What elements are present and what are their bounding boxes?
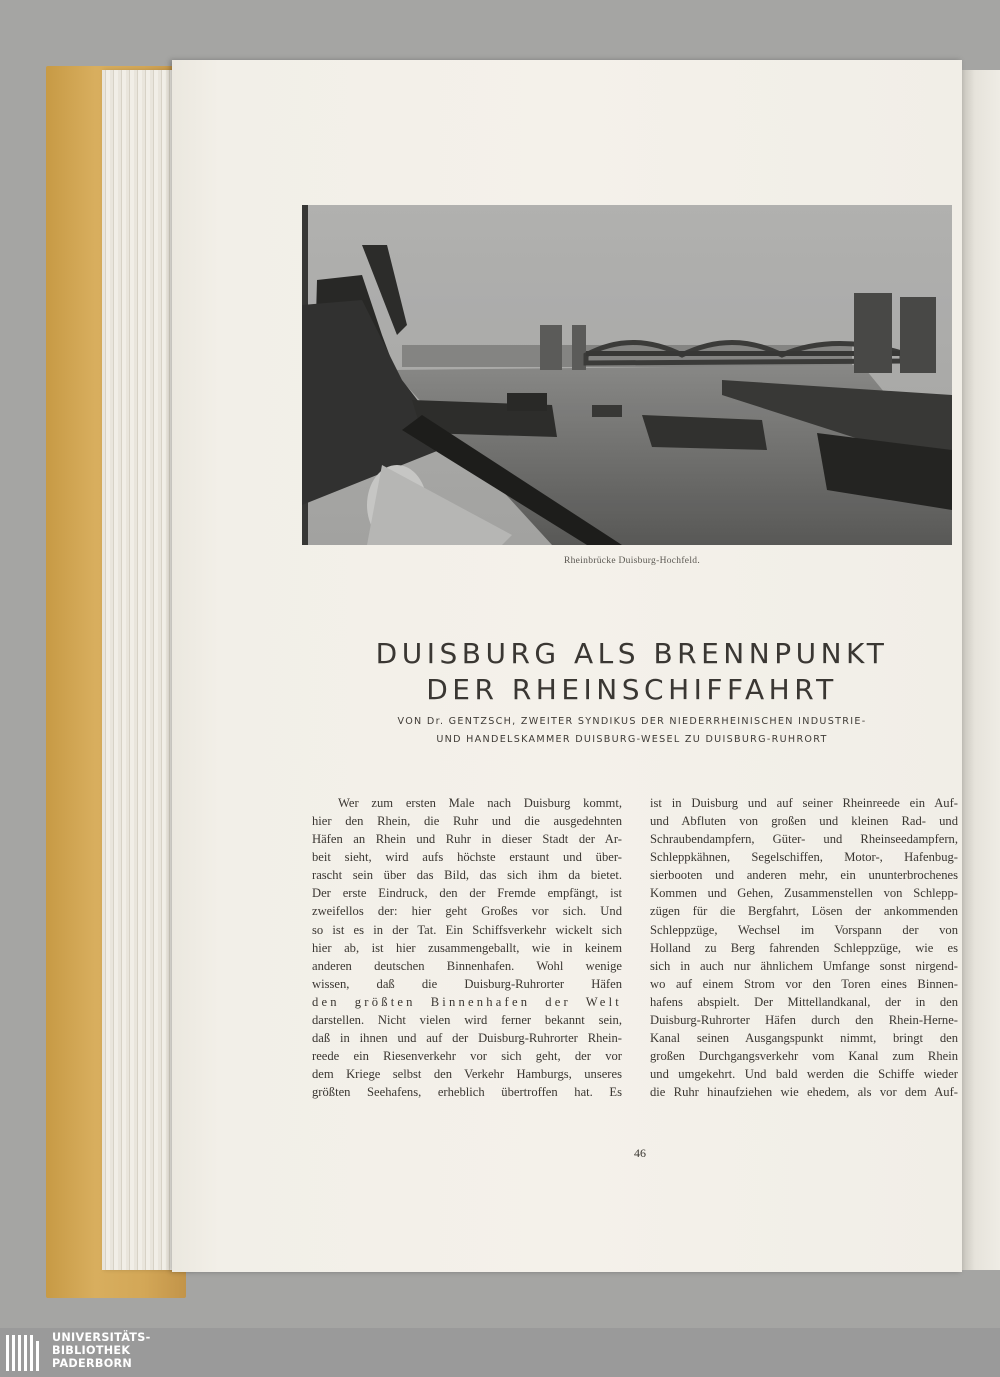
text-line: Häfen an Rhein und Ruhr in dieser Stadt der Ar- (312, 832, 622, 847)
text-line: hier den Rhein, die Ruhr und die ausgedehnten (312, 814, 622, 829)
facing-page-edge (958, 70, 1000, 1270)
byline-line-2: UND HANDELSKAMMER DUISBURG-WESEL ZU DUISBURG-RUHRORT (436, 734, 828, 745)
library-logo-icon (6, 1333, 46, 1373)
library-logo-text (52, 1331, 151, 1370)
byline-line-1: VON Dr. GENTZSCH, ZWEITER SYNDIKUS DER NIEDERRHEINISCHEN INDUSTRIE- (397, 716, 867, 727)
article-title (302, 636, 962, 708)
text-line: Der erste Eindruck, den der Fremde empfängt, ist (312, 886, 622, 901)
title-line-2: DER RHEINSCHIFFAHRT (426, 673, 838, 706)
text-line: Holland zu Berg fahrenden Schleppzüge, wie es (650, 940, 958, 955)
title-line-1: DUISBURG ALS BRENNPUNKT (375, 637, 889, 670)
text-line: daß in ihnen und auf der Duisburg-Ruhrorter Rhein- (312, 1031, 622, 1046)
text-line: Wer zum ersten Male nach Duisburg kommt, (338, 796, 622, 810)
text-line: zügen für die Bergfahrt, Lösen der ankommenden (650, 904, 958, 919)
text-line: sich in auch nur ähnlichem Umfange sonst nirgend- (650, 958, 958, 973)
harbor-photograph (302, 205, 952, 545)
logo-line-2: BIBLIOTHEK (52, 1344, 131, 1357)
text-line: sierbooten und anderen mehr, ein ununterbrochenes (650, 868, 958, 883)
text-line: wissen, daß die Duisburg-Ruhrorter Häfen (312, 976, 622, 991)
text-line: hier ab, ist hier zusammengeballt, wie in keinem (312, 940, 622, 955)
text-line: Kommen und Gehen, Zusammenstellen von Schlepp- (650, 886, 958, 901)
page-number: 46 (634, 1146, 646, 1160)
text-line: so ist es in der Tat. Ein Schiffsverkehr wickelt sich (312, 922, 622, 937)
text-line: die Ruhr hinaufziehen wie ehedem, als vor dem Auf- (650, 1085, 958, 1100)
harbor-photo-illustration (302, 205, 952, 545)
text-line: den größten Binnenhafen der Welt (312, 994, 622, 1009)
text-line: anderen deutschen Binnenhafen. Wohl wenige (312, 958, 622, 973)
text-line: wo auf einem Strom vor den Toren eines Binnen- (650, 976, 958, 991)
text-line: größten Seehafens, erheblich übertroffen hat. Es (312, 1085, 622, 1100)
text-line: Schleppzüge, Wechsel im Vorspann der von (650, 922, 958, 937)
text-line: Schraubendampfern, Güter- und Rheinseedampfern, (650, 832, 958, 847)
text-line: Kanal seinen Ausgangspunkt nimmt, bringt den (650, 1031, 958, 1046)
text-line: hafens abspielt. Der Mittellandkanal, der in den (650, 994, 958, 1009)
text-line: rascht sein über das Bild, das sich ihm da bietet. (312, 868, 622, 883)
text-line: und Abfluten von großen und kleinen Rad- und (650, 814, 958, 829)
text-column-left (312, 794, 622, 1101)
text-line: reede ein Riesenverkehr vor sich geht, der vor (312, 1049, 622, 1064)
text-line: ist in Duisburg und auf seiner Rheinreede ein Auf- (650, 796, 958, 810)
text-line: und umgekehrt. Und bald werden die Schiffe wieder (650, 1067, 958, 1082)
text-column-right (650, 794, 958, 1101)
text-line: großen Durchgangsverkehr vom Kanal zum Rhein (650, 1049, 958, 1064)
text-line: beit sieht, wird aufs höchste erstaunt und über- (312, 850, 622, 865)
text-line: dem Kriege selbst den Verkehr Hamburgs, unseres (312, 1067, 622, 1082)
text-line: Schleppkähnen, Segelschiffen, Motor-, Hafenbug- (650, 850, 958, 865)
logo-line-3: PADERBORN (52, 1357, 133, 1370)
photo-caption: Rheinbrücke Duisburg-Hochfeld. (564, 556, 700, 566)
text-line: zweifellos der: hier geht Großes vor sich. Und (312, 904, 622, 919)
article-byline (302, 713, 962, 749)
logo-line-1: UNIVERSITÄTS- (52, 1331, 151, 1344)
text-line: Duisburg-Ruhrorter Häfen durch den Rhein-Herne- (650, 1012, 958, 1027)
text-line: darstellen. Nicht vielen wird ferner bekannt sein, (312, 1012, 622, 1027)
